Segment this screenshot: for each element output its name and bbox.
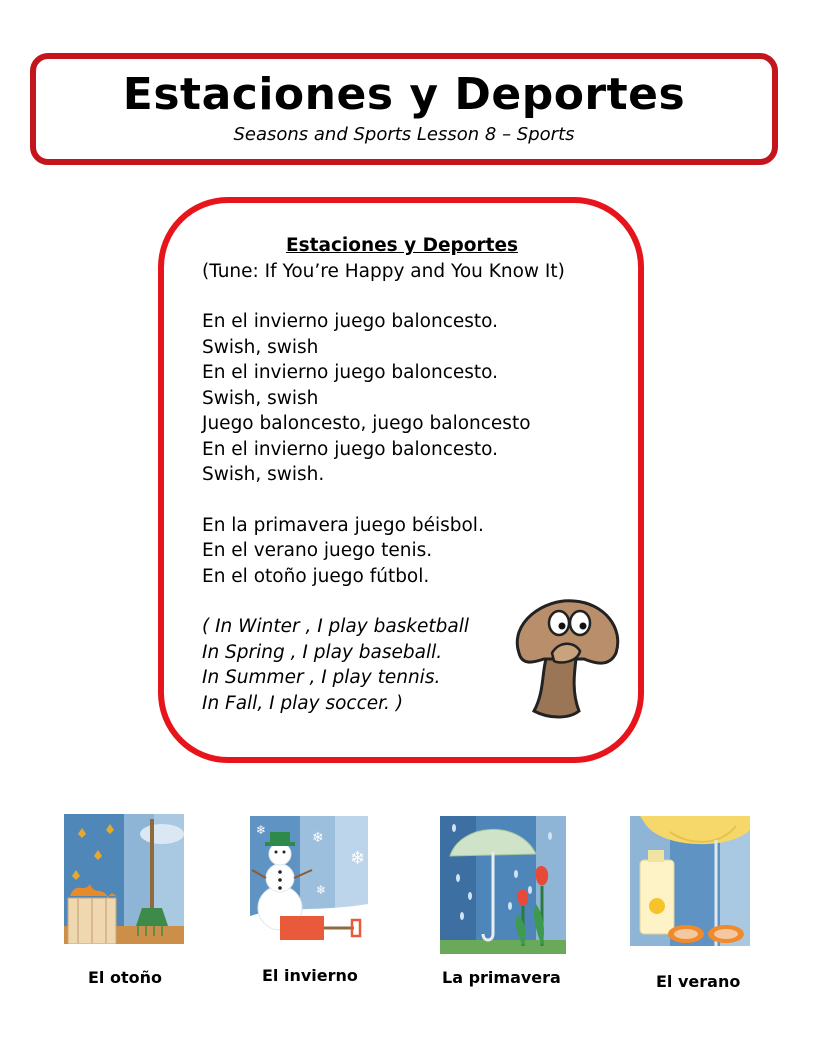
season-summer xyxy=(630,816,750,946)
song-tune: (Tune: If You’re Happy and You Know It) xyxy=(202,260,565,282)
song-title: Estaciones y Deportes xyxy=(285,235,519,256)
svg-text:❄: ❄ xyxy=(316,883,327,897)
season-label-summer: El verano xyxy=(656,972,741,991)
lyric-line: En el invierno juego baloncesto. xyxy=(202,362,499,383)
lyric-line: Swish, swish xyxy=(202,387,319,409)
lyric-line: En el invierno juego baloncesto. xyxy=(202,311,499,332)
lyric-line: En el otoño juego fútbol. xyxy=(202,565,430,587)
winter-icon xyxy=(250,816,368,944)
lyric-line: En la primavera juego béisbol. xyxy=(202,514,484,536)
season-label-winter: El invierno xyxy=(262,966,358,985)
svg-text:❄: ❄ xyxy=(350,848,366,869)
lyric-line: Swish, swish xyxy=(202,336,319,358)
translation-line: ( In Winter , I play basketball xyxy=(202,616,470,637)
season-winter xyxy=(250,816,368,944)
page-title: Estaciones y Deportes xyxy=(122,69,686,120)
lyric-line: En el invierno juego baloncesto. xyxy=(202,438,499,460)
translation-line: In Fall, I play soccer. ) xyxy=(202,692,404,714)
page-subtitle: Seasons and Sports Lesson 8 – Sports xyxy=(233,124,575,145)
season-label-autumn: El otoño xyxy=(88,968,162,987)
svg-text:❄: ❄ xyxy=(256,823,267,837)
translation-line: In Summer , I play tennis. xyxy=(202,667,441,688)
spring-icon xyxy=(440,816,566,954)
lyric-line: Swish, swish. xyxy=(202,464,325,485)
svg-text:❄: ❄ xyxy=(312,830,324,846)
stanza-2 xyxy=(202,513,642,590)
lyric-line: Juego baloncesto, juego baloncesto xyxy=(202,413,531,434)
summer-icon xyxy=(630,816,750,946)
song-box xyxy=(158,197,644,763)
mushroom-icon xyxy=(504,593,624,723)
lyric-line: En el verano juego tenis. xyxy=(202,540,433,561)
page-header xyxy=(30,53,778,165)
season-spring xyxy=(440,816,566,954)
stanza-1 xyxy=(202,309,642,488)
season-autumn xyxy=(64,814,184,944)
autumn-icon xyxy=(64,814,184,944)
translation-line: In Spring , I play baseball. xyxy=(202,641,443,663)
season-label-spring: La primavera xyxy=(442,968,561,987)
